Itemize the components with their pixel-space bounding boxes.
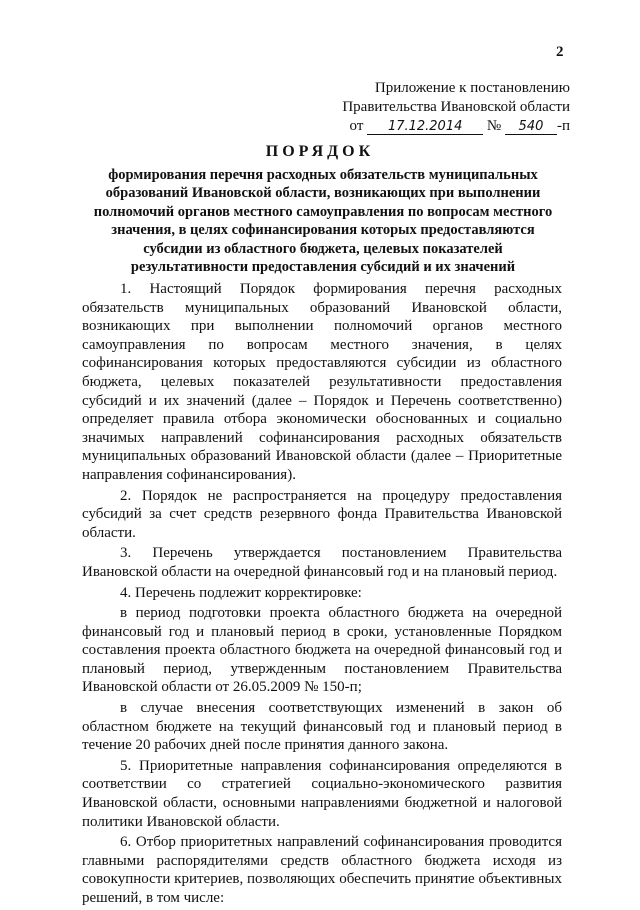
paragraph-1: 1. Настоящий Порядок формирования перечня расходных обязательств муниципальных образований Ивановской области, возникающих при выполнении полномочий органов местного самоуправления по вопросам местного значения, в целях софинансирования которых предоставляются субсидии из областного бюджета, целевых показателей результативности предоставления субсидий и их значений (далее – Порядок и Перечень соответственно) определяет правила отбора экономически обоснованных и социально значимых направлений софинансирования расходных обязательств муниципальных образований Ивановской области (далее – Приоритетные направления софинансирования). [82,281,562,483]
appendix-line-1: Приложение к постановлению [374,80,570,96]
paragraph-4: 4. Перечень подлежит корректировке: [120,584,362,601]
document-title: ПОРЯДОК [265,143,375,160]
paragraph-4-item-2: в случае внесения соответствующих изменений в закон об областном бюджете на текущий финансовый год и плановый период в течение 20 рабочих дней после принятия данного закона. [82,700,562,754]
from-label: от [349,118,364,134]
paragraph-2: 2. Порядок не распространяется на процедуру предоставления субсидий за счет средств резервного фонда Правительства Ивановской области. [82,487,562,541]
handwritten-number: 540 [505,119,557,135]
page-number: 2 [556,44,564,60]
paragraph-5: 5. Приоритетные направления софинансирования определяются в соответствии со стратегией социально-экономического развития Ивановской области, основными направлениями бюджетной и налоговой политики Ивановской области. [82,757,562,830]
appendix-header [300,79,570,136]
paragraph-6: 6. Отбор приоритетных направлений софинансирования проводится главными распорядителями средств областного бюджета исходя из совокупности критериев, позволяющих обеспечить принятие объективных решений, в том числе: [82,834,562,906]
paragraph-4-item-1: в период подготовки проекта областного бюджета на очередной финансовый год и плановый период в сроки, установленные Порядком составления проекта областного бюджета на очередной финансовый год и плановый период, утвержденным постановлением Правительства Ивановской области от 26.05.2009 № 150-п; [82,605,562,696]
paragraph-3: 3. Перечень утверждается постановлением Правительства Ивановской области на очередной финансовый год и на плановый период. [82,545,562,580]
document-body [82,280,562,910]
handwritten-date: 17.12.2014 [367,119,483,135]
number-label: № [486,118,502,134]
document-subtitle: формирования перечня расходных обязательств муниципальных образований Ивановской области, возникающих при выполнении полномочий органов местного самоуправления по вопросам местного значения, в целях софинансирования которых предоставляются субсидии из областного бюджета, целевых показателей результативности предоставления субсидий и их значений [93,167,553,276]
number-suffix: -п [556,118,570,134]
appendix-date-line [300,117,570,136]
appendix-line-2: Правительства Ивановской области [342,99,570,115]
